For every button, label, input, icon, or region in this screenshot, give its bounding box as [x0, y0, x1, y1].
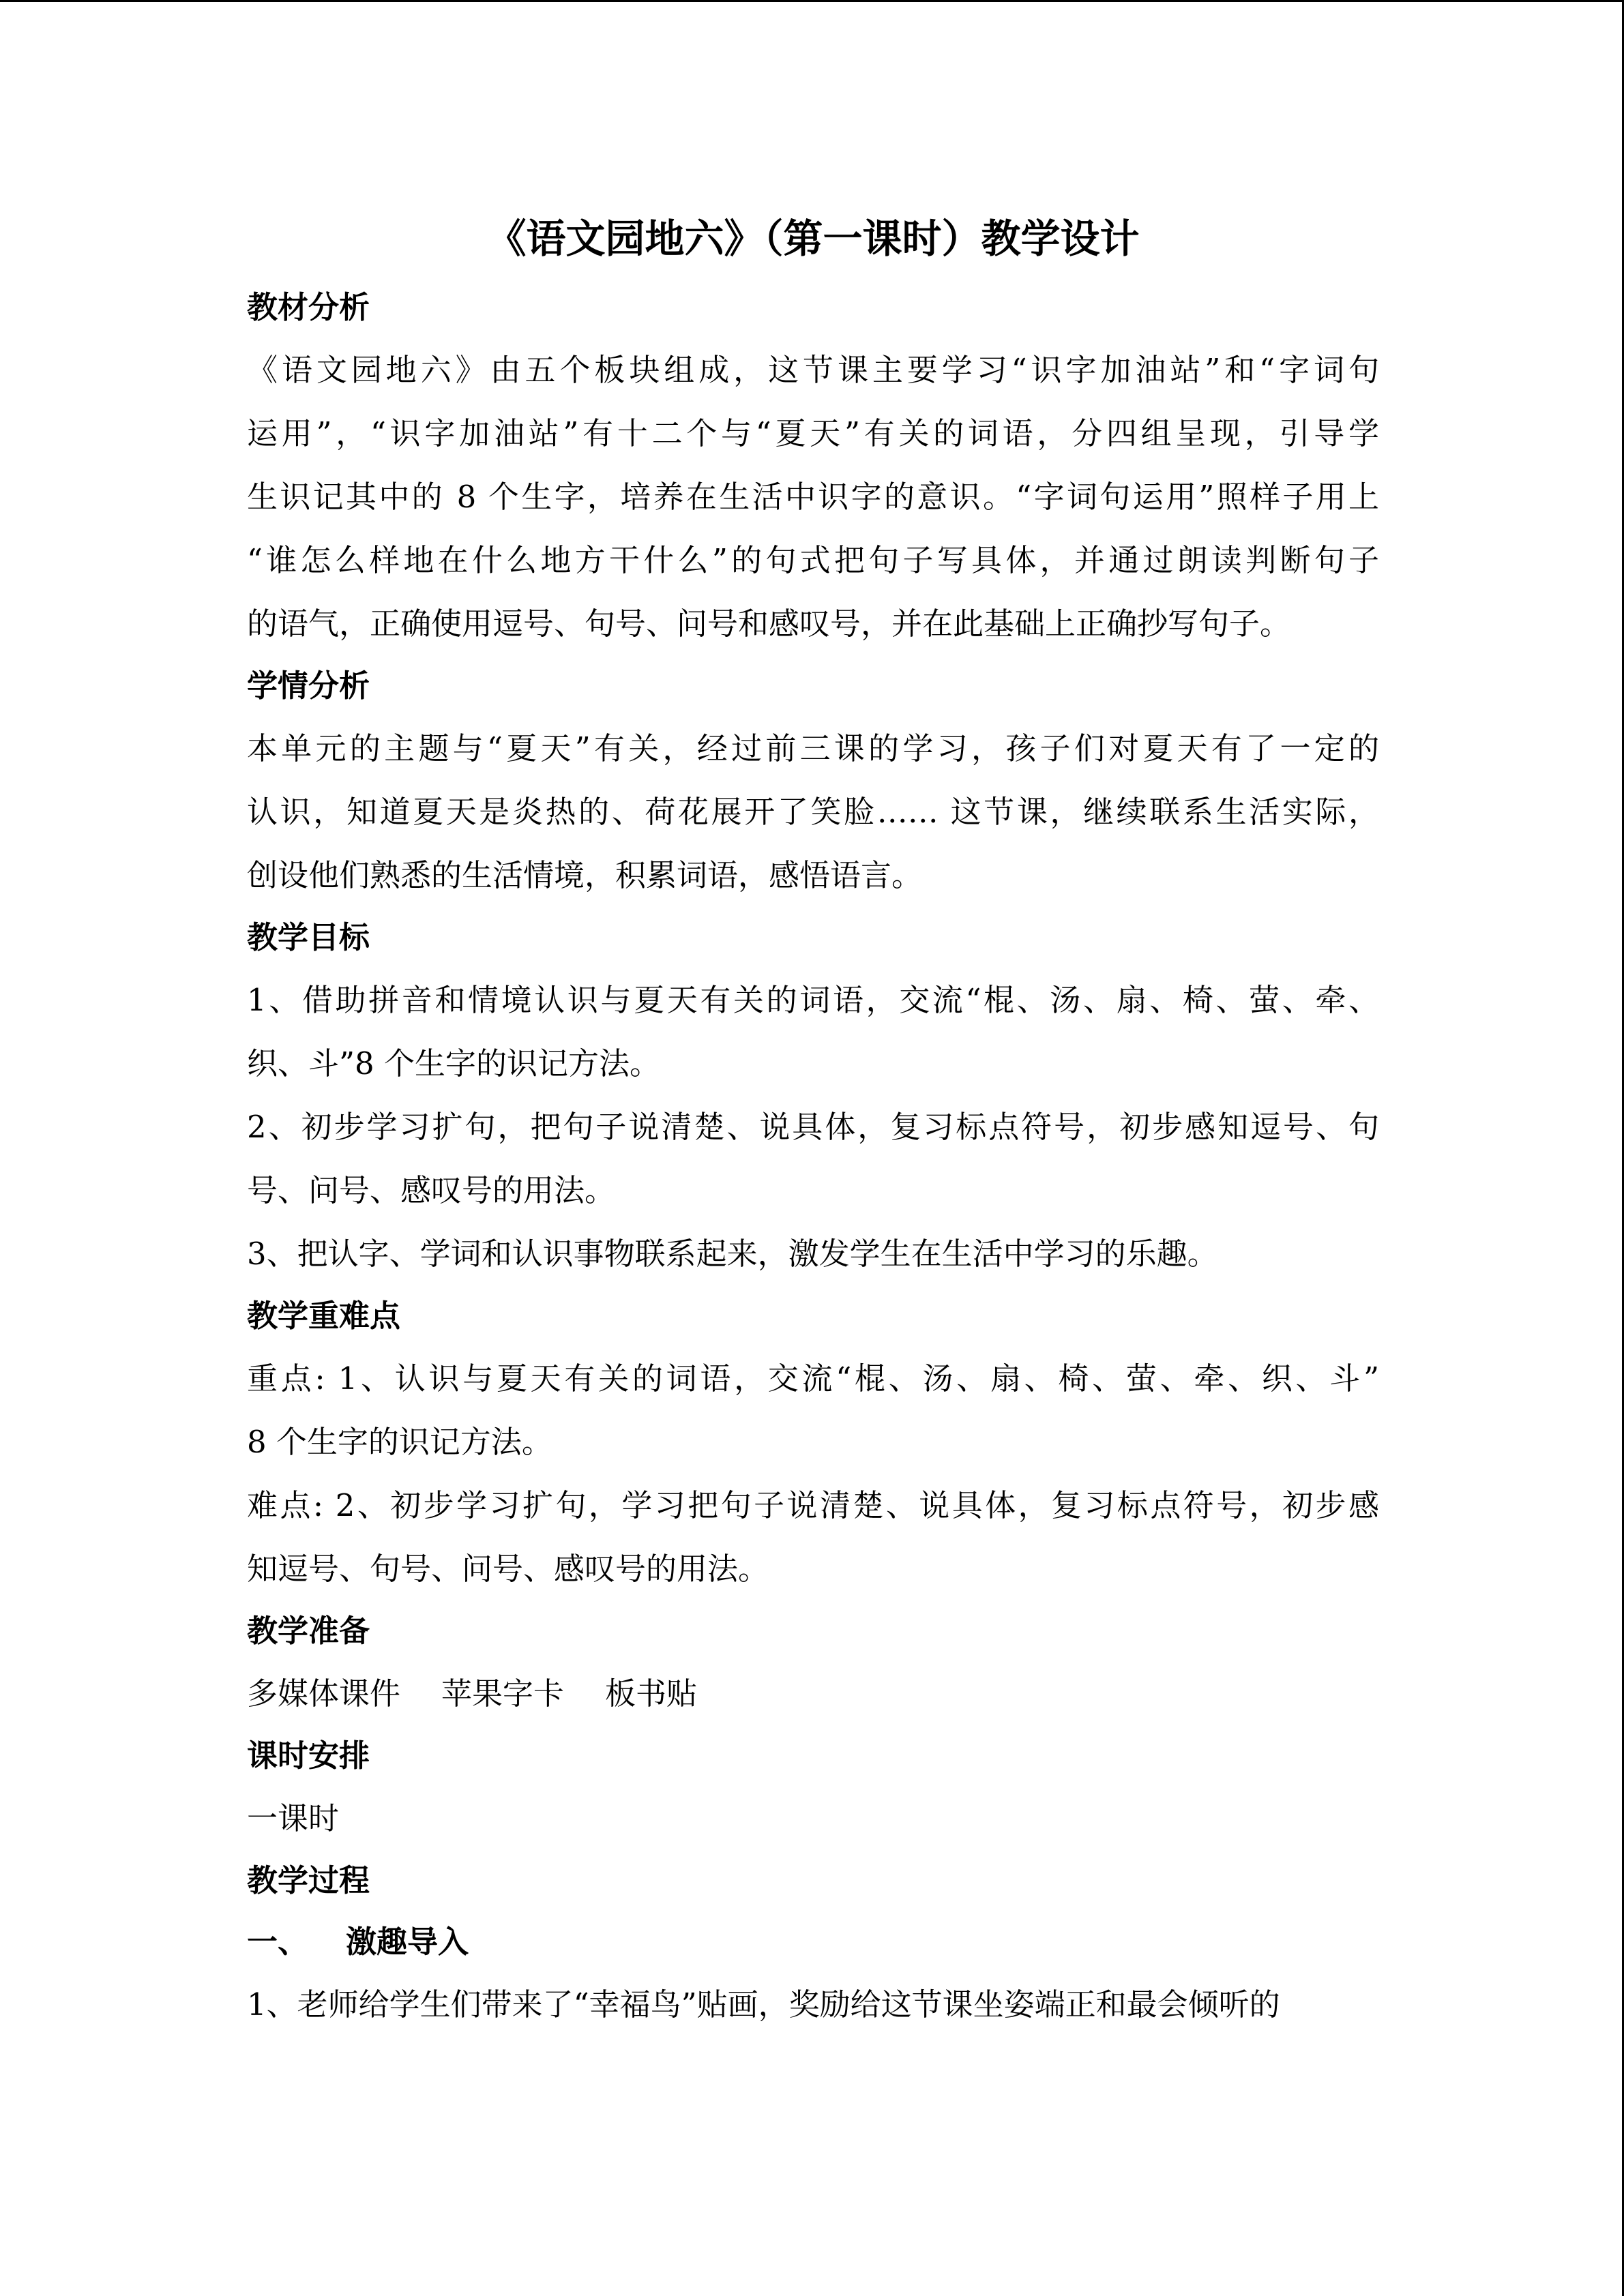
goal-item-2: [247, 1095, 1379, 1222]
process-step-paragraph: [247, 1973, 1379, 2036]
text-line: 8 个生字的识记方法。: [247, 1424, 552, 1460]
text-line: 3、把认字、学词和认识事物联系起来，激发学生在生活中学习的乐趣。: [247, 1236, 1218, 1272]
key-point: [247, 1347, 1379, 1474]
text-line: 知逗号、句号、问号、感叹号的用法。: [247, 1551, 769, 1587]
document-body: [247, 205, 1379, 2036]
process-step-heading: [247, 1911, 1379, 1973]
difficult-point: [247, 1474, 1379, 1600]
text-line: 1、借助拼音和情境认识与夏天有关的词语，交流“棍、汤、扇、椅、萤、牵、: [247, 982, 1379, 1018]
text-line: 重点: 1、认识与夏天有关的词语，交流“棍、汤、扇、椅、萤、牵、织、斗”: [247, 1360, 1379, 1397]
text-line: 创设他们熟悉的生活情境，积累词语，感悟语言。: [247, 857, 923, 893]
text-line: 的语气，正确使用逗号、句号、问号和感叹号，并在此基础上正确抄写句子。: [247, 606, 1291, 642]
goal-item-3: [247, 1222, 1379, 1285]
text-line: 运用”，“识字加油站”有十二个与“夏天”有关的词语，分四组呈现，引导学: [247, 415, 1379, 451]
text-line: 《语文园地六》由五个板块组成，这节课主要学习“识字加油站”和“字词句: [247, 352, 1379, 388]
text-line: 号、问号、感叹号的用法。: [247, 1172, 616, 1208]
goal-item-1: [247, 968, 1379, 1095]
heading-teaching-process: 教学过程: [247, 1862, 370, 1898]
paragraph-material-analysis: [247, 338, 1379, 655]
text-line: 1、老师给学生们带来了“幸福鸟”贴画，奖励给这节课坐姿端正和最会倾听的: [247, 1986, 1280, 2023]
text-line: 织、斗”8 个生字的识记方法。: [247, 1045, 660, 1082]
document-title: 《语文园地六》（第一课时）教学设计: [486, 215, 1140, 262]
text-line: 认识，知道夏天是炎热的、荷花展开了笑脸…… 这节课，继续联系生活实际，: [247, 794, 1379, 830]
text-line: 本单元的主题与“夏天”有关，经过前三课的学习，孩子们对夏天有了一定的: [247, 730, 1379, 766]
prep-item-word-cards: 苹果字卡: [441, 1675, 565, 1712]
heading-key-difficult-points: 教学重难点: [247, 1298, 401, 1334]
text-line: 2、初步学习扩句，把句子说清楚、说具体，复习标点符号，初步感知逗号、句: [247, 1109, 1379, 1145]
preparation-list: [247, 1662, 1379, 1725]
heading-teaching-goals: 教学目标: [247, 919, 370, 955]
text-line: “谁怎么样地在什么地方干什么”的句式把句子写具体，并通过朗读判断句子: [247, 542, 1379, 578]
text-line: 生识记其中的 8 个生字，培养在生活中识字的意识。“字词句运用”照样子用上: [247, 479, 1379, 515]
prep-item-courseware: 多媒体课件: [247, 1675, 401, 1712]
text-line: 难点: 2、初步学习扩句，学习把句子说清楚、说具体，复习标点符号，初步感: [247, 1487, 1379, 1523]
prep-item-board-stickers: 板书贴: [605, 1675, 698, 1712]
step-title: 激趣导入: [346, 1924, 469, 1960]
heading-teaching-preparation: 教学准备: [247, 1613, 370, 1649]
schedule-text: 一课时: [247, 1800, 340, 1836]
heading-material-analysis: 教材分析: [247, 289, 370, 325]
heading-class-schedule: 课时安排: [247, 1738, 370, 1774]
heading-student-analysis: 学情分析: [247, 668, 370, 704]
paragraph-student-analysis: [247, 717, 1379, 907]
step-number: 一、: [247, 1924, 309, 1960]
